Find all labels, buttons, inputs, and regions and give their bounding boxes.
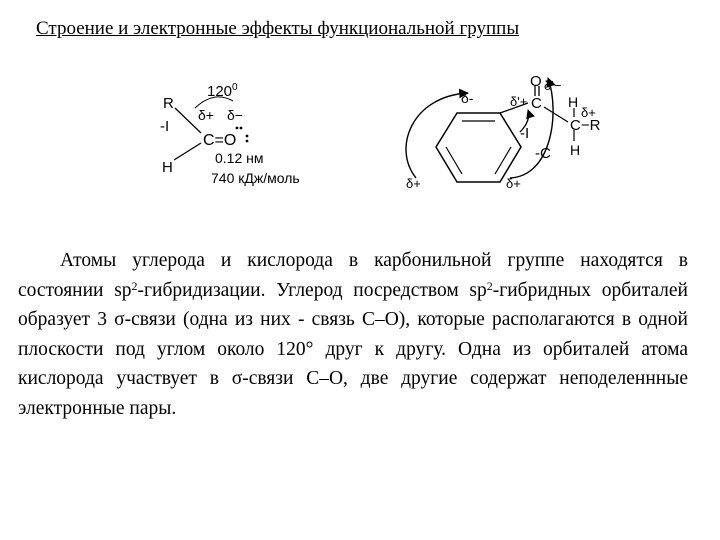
- h-label: H: [162, 159, 173, 176]
- h-bottom-label: H: [570, 142, 581, 158]
- resonance-arrow-left: [406, 93, 468, 178]
- lone-pair-dot: [236, 127, 239, 130]
- minus-i-label: -I: [160, 118, 170, 135]
- delta-minus-label: δ-: [461, 90, 474, 106]
- bond-energy-label: 740 кДж/моль: [211, 170, 300, 186]
- minus-i-label: -I: [520, 125, 530, 142]
- c-h-bond: [174, 143, 201, 160]
- carbonyl-geometry: [160, 82, 300, 186]
- aromatic-carbonyl: [406, 73, 601, 191]
- benzene-ring: [436, 113, 521, 182]
- angle-label: $120^0$: [207, 82, 238, 100]
- oxygen-label: O: [530, 73, 542, 90]
- c-c-bond: [544, 107, 568, 122]
- carbonyl-structure-diagram: [0, 0, 720, 240]
- h-top-label: H: [568, 94, 579, 110]
- lone-pair-dot: [240, 127, 243, 130]
- c-o-label: C=O: [203, 132, 237, 149]
- minus-c-label: -C: [535, 145, 551, 162]
- r-label: R: [163, 95, 174, 112]
- lone-pair-dot: [246, 140, 249, 143]
- delta-plus-r-label: δ+: [581, 105, 596, 120]
- body-paragraph: Атомы углерода и кислорода в карбонильной группе находятся в состоянии $sp^2$-гибридизации. Углерод посредством $sp^2$-гибридных орбиталей образует 3 σ-связи (одна из них - связь С–О), которые располагаются в одной плоскости под углом около 120° друг к другу. Одна из орбиталей атома кислорода участвует в σ-связи С–О, две другие содержат неподеленнные электронные пары.: [18, 250, 688, 419]
- resonance-arrow-right: [510, 78, 553, 178]
- delta-minus-label: δ−: [227, 107, 243, 123]
- delta-plus-right-label: δ+: [506, 176, 521, 191]
- carbonyl-c-label: C: [531, 95, 542, 112]
- c-r-label: C−R: [570, 117, 601, 134]
- delta-plus-left-label: δ+: [406, 176, 421, 191]
- delta-double-plus-label: δ'+: [510, 94, 528, 109]
- delta-plus-label: δ+: [198, 107, 214, 123]
- bond-length-label: 0.12 нм: [215, 150, 264, 166]
- ring-double-bond: [495, 147, 511, 174]
- lone-pair-dot: [246, 135, 249, 138]
- delta-double-minus-label: δ'−: [544, 78, 562, 93]
- ring-double-bond: [446, 147, 462, 174]
- page-title: Строение и электронные эффекты функциональной группы: [36, 18, 520, 39]
